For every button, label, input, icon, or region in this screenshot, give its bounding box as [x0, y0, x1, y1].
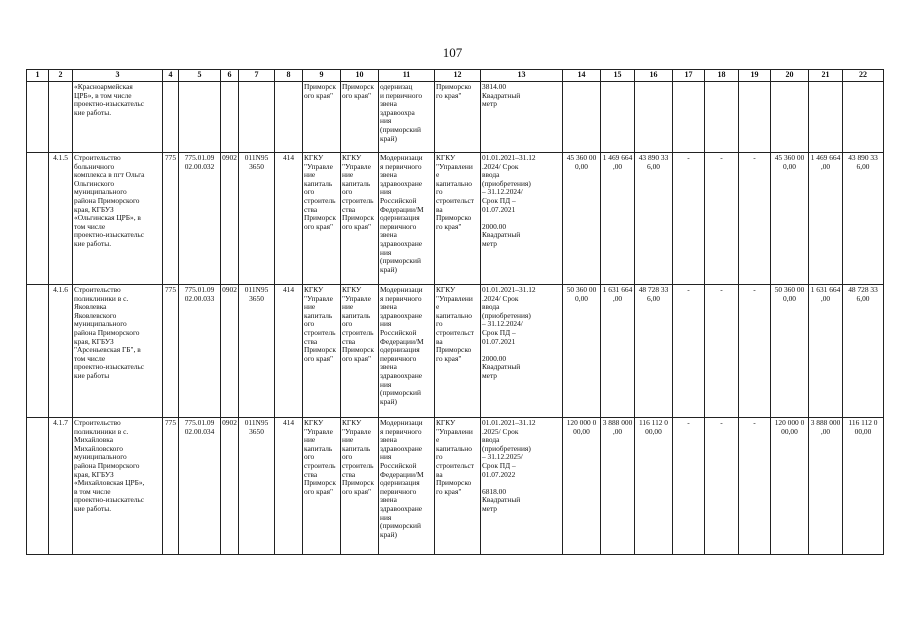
- table-cell-col-3: Строительство поликлиники в с. Михайловка Михайловского муниципального района Приморского края, КГБУЗ «Михайловская ЦРБ», в том числе проектно-изыскательс кие работы.: [73, 418, 163, 555]
- table-cell-col-14: 120 000 0 00,00: [563, 418, 601, 555]
- column-header-14: 14: [563, 70, 601, 82]
- page-number: 107: [442, 45, 463, 60]
- table-cell-col-11: Модернизаци я первичного звена здравоохране ния Российской Федерации/М одернизация первичного звена здравоохране ния (приморский край): [379, 285, 435, 418]
- budget-table: [26, 69, 884, 555]
- table-cell-col-2: 4.1.6: [49, 285, 73, 418]
- table-cell-col-17: -: [673, 285, 705, 418]
- column-header-2: 2: [49, 70, 73, 82]
- table-cell-col-6: 0902: [221, 285, 239, 418]
- table-cell-col-3: Строительство поликлиники в с. Яковлевка Яковлевского муниципального района Приморского края, КГБУЗ "Арсеньевская ГБ", в том числе проектно-изыскательс кие работы: [73, 285, 163, 418]
- table-cell-col-13: 01.01.2021–31.12 .2024/ Срок ввода (приобретения) – 31.12.2024/ Срок ПД – 01.07.2021 2000.00 Квадратный метр: [481, 285, 563, 418]
- column-header-8: 8: [275, 70, 303, 82]
- table-cell-col-8: 414: [275, 153, 303, 285]
- column-header-20: 20: [771, 70, 809, 82]
- table-cell-col-6: [221, 82, 239, 153]
- table-cell-col-5: 775.01.09 02.00.034: [179, 418, 221, 555]
- table-cell-col-17: -: [673, 418, 705, 555]
- table-cell-col-7: 011N95 3650: [239, 285, 275, 418]
- table-cell-col-15: 1 469 664 ,00: [601, 153, 635, 285]
- table-cell-col-4: [163, 82, 179, 153]
- table-cell-col-17: -: [673, 153, 705, 285]
- table-cell-col-14: 45 360 00 0,00: [563, 153, 601, 285]
- table-cell-col-15: [601, 82, 635, 153]
- table-cell-col-21: 3 888 000 ,00: [809, 418, 843, 555]
- table-row: [27, 285, 884, 418]
- table-cell-col-12: Приморско го края": [435, 82, 481, 153]
- table-cell-col-10: КГКУ "Управле ние капиталь ого строитель ства Приморск ого края": [341, 418, 379, 555]
- table-cell-col-19: -: [739, 285, 771, 418]
- table-cell-col-18: [705, 82, 739, 153]
- table-cell-col-4: 775: [163, 418, 179, 555]
- table-cell-col-20: 120 000 0 00,00: [771, 418, 809, 555]
- table-cell-col-5: 775.01.09 02.00.033: [179, 285, 221, 418]
- column-header-12: 12: [435, 70, 481, 82]
- table-cell-col-9: КГКУ "Управле ние капиталь ого строитель ства Приморск ого края": [303, 153, 341, 285]
- column-header-16: 16: [635, 70, 673, 82]
- table-cell-col-19: -: [739, 153, 771, 285]
- table-cell-col-22: 48 728 33 6,00: [843, 285, 884, 418]
- column-header-1: 1: [27, 70, 49, 82]
- header-row: [27, 70, 884, 82]
- table-cell-col-13: 01.01.2021–31.12 .2025/ Срок ввода (приобретения) – 31.12.2025/ Срок ПД – 01.07.2022 6818.00 Квадратный метр: [481, 418, 563, 555]
- table-cell-col-4: 775: [163, 153, 179, 285]
- table-cell-col-4: 775: [163, 285, 179, 418]
- table-cell-col-10: Приморск ого края": [341, 82, 379, 153]
- table-cell-col-22: 116 112 0 00,00: [843, 418, 884, 555]
- table-cell-col-20: 45 360 00 0,00: [771, 153, 809, 285]
- table-cell-col-14: 50 360 00 0,00: [563, 285, 601, 418]
- column-header-5: 5: [179, 70, 221, 82]
- table-cell-col-16: 48 728 33 6,00: [635, 285, 673, 418]
- column-header-7: 7: [239, 70, 275, 82]
- column-header-4: 4: [163, 70, 179, 82]
- table-cell-col-15: 1 631 664 ,00: [601, 285, 635, 418]
- table-cell-col-11: Модернизаци я первичного звена здравоохране ния Российской Федерации/М одернизация первичного звена здравоохране ния (приморский край): [379, 153, 435, 285]
- table-cell-col-5: [179, 82, 221, 153]
- column-header-3: 3: [73, 70, 163, 82]
- table-cell-col-19: -: [739, 418, 771, 555]
- table-cell-col-22: 43 890 33 6,00: [843, 153, 884, 285]
- table-cell-col-10: КГКУ "Управле ние капиталь ого строитель ства Приморск ого края": [341, 153, 379, 285]
- table-cell-col-6: 0902: [221, 153, 239, 285]
- table-cell-col-3: «Красноармейская ЦРБ», в том числе проектно-изыскательс кие работы.: [73, 82, 163, 153]
- table-cell-col-2: 4.1.5: [49, 153, 73, 285]
- column-header-22: 22: [843, 70, 884, 82]
- table-cell-col-1: [27, 153, 49, 285]
- table-cell-col-18: -: [705, 285, 739, 418]
- table-cell-col-19: [739, 82, 771, 153]
- column-header-17: 17: [673, 70, 705, 82]
- table-cell-col-1: [27, 285, 49, 418]
- table-cell-col-12: КГКУ "Управлени е капитально го строительст ва Приморско го края": [435, 285, 481, 418]
- table-cell-col-15: 3 888 000 ,00: [601, 418, 635, 555]
- table-cell-col-8: 414: [275, 418, 303, 555]
- column-header-15: 15: [601, 70, 635, 82]
- table-cell-col-7: 011N95 3650: [239, 418, 275, 555]
- table-cell-col-21: 1 631 664 ,00: [809, 285, 843, 418]
- table-cell-col-11: одернизац и первичного звена здравоохра ния (приморский край): [379, 82, 435, 153]
- table-cell-col-8: 414: [275, 285, 303, 418]
- table-cell-col-12: КГКУ "Управлени е капитально го строительст ва Приморско го края": [435, 418, 481, 555]
- table-cell-col-16: [635, 82, 673, 153]
- column-header-6: 6: [221, 70, 239, 82]
- table-cell-col-17: [673, 82, 705, 153]
- table-cell-col-1: [27, 418, 49, 555]
- table-cell-col-7: [239, 82, 275, 153]
- table-cell-col-13: 01.01.2021–31.12 .2024/ Срок ввода (приобретения) – 31.12.2024/ Срок ПД – 01.07.2021 2000.00 Квадратный метр: [481, 153, 563, 285]
- column-header-9: 9: [303, 70, 341, 82]
- table-cell-col-2: 4.1.7: [49, 418, 73, 555]
- table-cell-col-21: [809, 82, 843, 153]
- table-cell-col-22: [843, 82, 884, 153]
- table-cell-col-5: 775.01.09 02.00.032: [179, 153, 221, 285]
- table-cell-col-12: КГКУ "Управлени е капитально го строительст ва Приморско го края": [435, 153, 481, 285]
- table-cell-col-9: КГКУ "Управле ние капиталь ого строитель ства Приморск ого края": [303, 418, 341, 555]
- table-cell-col-16: 116 112 0 00,00: [635, 418, 673, 555]
- column-header-10: 10: [341, 70, 379, 82]
- table-cell-col-7: 011N95 3650: [239, 153, 275, 285]
- column-header-21: 21: [809, 70, 843, 82]
- column-header-13: 13: [481, 70, 563, 82]
- column-header-19: 19: [739, 70, 771, 82]
- table-cell-col-14: [563, 82, 601, 153]
- table-cell-col-13: 3814.00 Квадратный метр: [481, 82, 563, 153]
- table-cell-col-11: Модернизаци я первичного звена здравоохране ния Российской Федерации/М одернизация первичного звена здравоохране ния (приморский край): [379, 418, 435, 555]
- table-cell-col-3: Строительство больничного комплекса в пгт Ольга Ольгинского муниципального района Приморского края, КГБУЗ «Ольгинская ЦРБ», в том числе проектно-изыскательс кие работы.: [73, 153, 163, 285]
- table-cell-col-20: [771, 82, 809, 153]
- table-cell-col-10: КГКУ "Управле ние капиталь ого строитель ства Приморск ого края": [341, 285, 379, 418]
- column-header-11: 11: [379, 70, 435, 82]
- table-cell-col-18: -: [705, 418, 739, 555]
- table-cell-col-2: [49, 82, 73, 153]
- table-cell-col-9: Приморск ого края": [303, 82, 341, 153]
- table-cell-col-18: -: [705, 153, 739, 285]
- table-cell-col-20: 50 360 00 0,00: [771, 285, 809, 418]
- table-row: [27, 82, 884, 153]
- column-header-18: 18: [705, 70, 739, 82]
- table-cell-col-1: [27, 82, 49, 153]
- table-cell-col-9: КГКУ "Управле ние капиталь ого строитель ства Приморск ого края": [303, 285, 341, 418]
- table-row: [27, 153, 884, 285]
- table-cell-col-6: 0902: [221, 418, 239, 555]
- table-cell-col-8: [275, 82, 303, 153]
- table-cell-col-16: 43 890 33 6,00: [635, 153, 673, 285]
- table-row: [27, 418, 884, 555]
- table-cell-col-21: 1 469 664 ,00: [809, 153, 843, 285]
